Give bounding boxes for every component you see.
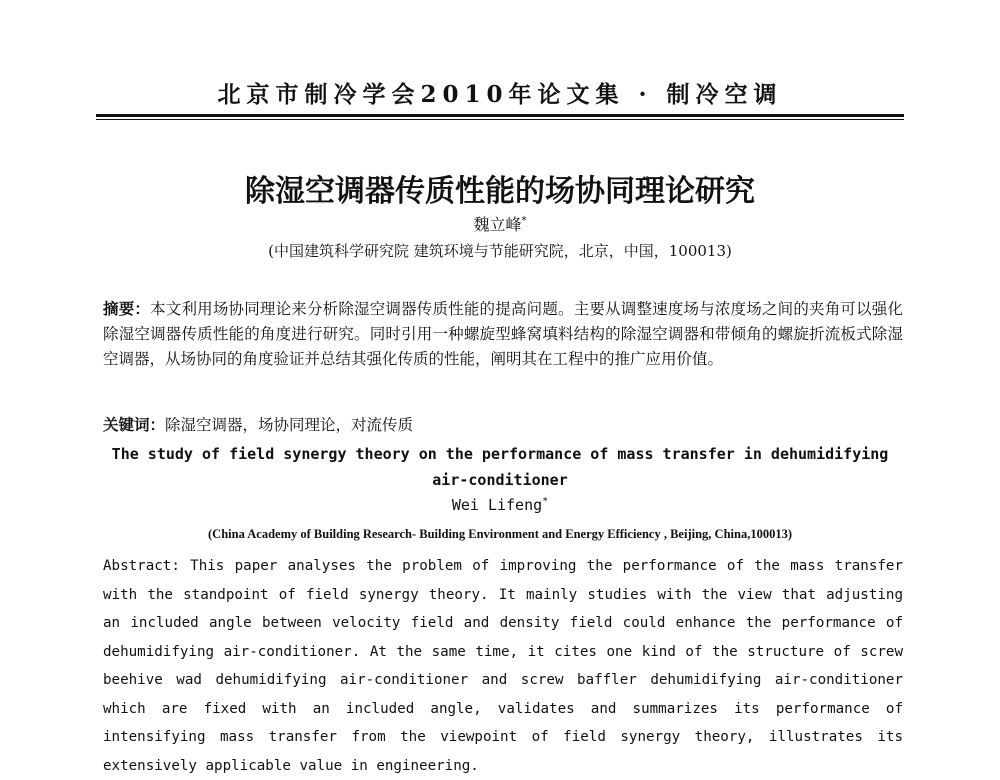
author-cn-mark: *	[521, 215, 527, 227]
author-en	[0, 496, 1000, 514]
header-rule-thin	[96, 119, 904, 120]
keywords-cn	[103, 413, 903, 435]
abstract-cn-text: 本文利用场协同理论来分析除湿空调器传质性能的提高问题。主要从调整速度场与浓度场之间的夹角可以强化除湿空调器传质性能的角度进行研究。同时引用一种螺旋型蜂窝填料结构的除湿空调器和带倾角的螺旋折流板式除湿空调器，从场协同的角度验证并总结其强化传质的性能，阐明其在工程中的推广应用价值。	[103, 300, 903, 368]
header-rule	[96, 114, 904, 117]
author-en-mark: *	[542, 496, 549, 507]
abstract-cn-label: 摘要：	[103, 299, 151, 318]
abstract-en	[103, 552, 903, 780]
keywords-cn-text: 除湿空调器，场协同理论，对流传质	[165, 416, 414, 434]
keywords-cn-label: 关键词：	[103, 415, 166, 434]
author-cn	[0, 212, 1000, 235]
abstract-en-label: Abstract:	[103, 558, 180, 574]
author-cn-name: 魏立峰	[473, 215, 522, 234]
affiliation-en: (China Academy of Building Research- Building Environment and Energy Efficiency , Beijing, China,100013)	[208, 527, 792, 541]
paper-title-cn: 除湿空调器传质性能的场协同理论研究	[245, 174, 755, 209]
affiliation-cn: (中国建筑科学研究院 建筑环境与节能研究院，北京，中国，100013)	[268, 242, 732, 260]
running-header: 北京市制冷学会2010年论文集 · 制冷空调	[217, 81, 783, 108]
paper-title-en: The study of field synergy theory on the performance of mass transfer in dehumidifying air-conditioner	[111, 445, 889, 489]
abstract-en-text: This paper analyses the problem of improving the performance of the mass transfer with the standpoint of field synergy theory. It mainly studies with the view that adjusting an included angle between velocity field and density field could enhance the performance of dehumidifying air-conditioner. At the same time, it cites one kind of the structure of screw beehive wad dehumidifying air-conditioner and screw baffler dehumidifying air-conditioner which are fixed with an included angle, validates and summarizes its performance of intensifying mass transfer from the viewpoint of field synergy theory, illustrates its extensively applicable value in engineering.	[103, 558, 903, 774]
author-en-name: Wei Lifeng	[451, 496, 543, 514]
abstract-cn	[103, 296, 903, 372]
